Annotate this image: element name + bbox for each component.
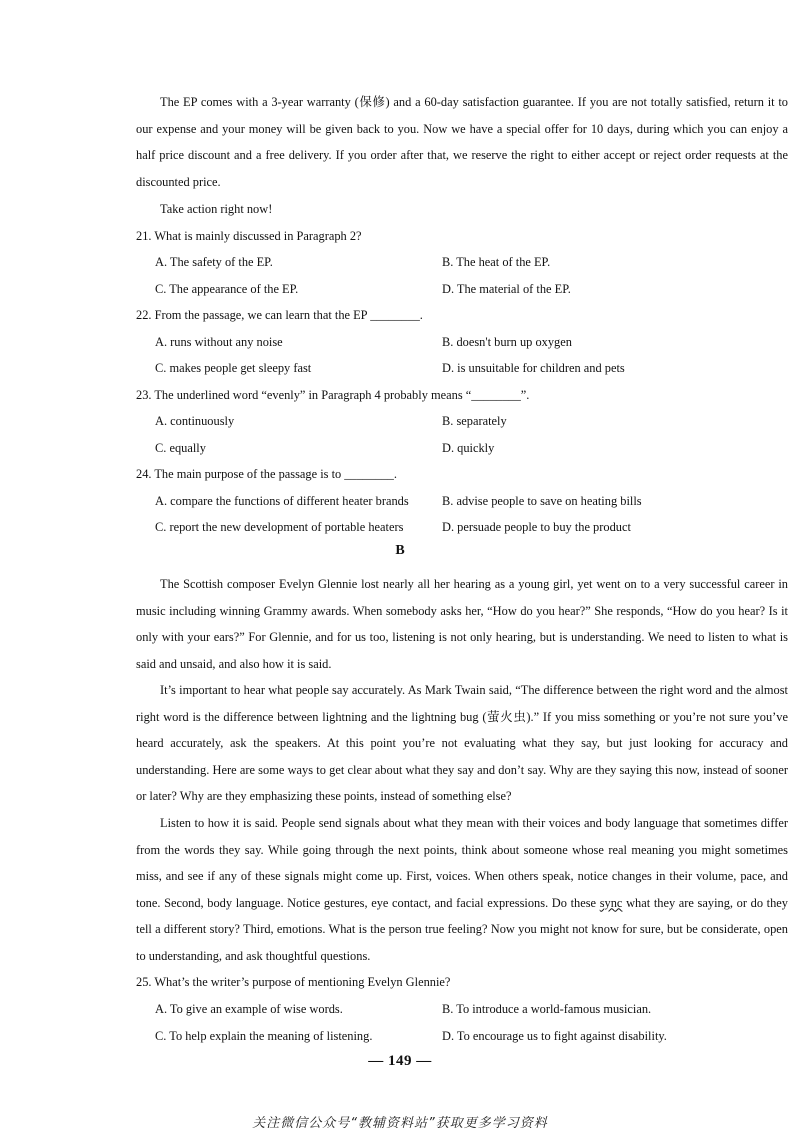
question-24-option-c: C. report the new development of portable heaters	[155, 520, 404, 534]
question-21-option-a: A. The safety of the EP.	[155, 255, 273, 269]
question-24-option-d: D. persuade people to buy the product	[442, 520, 631, 534]
question-24-stem: 24. The main purpose of the passage is to ________.	[136, 467, 397, 481]
question-22-option-a: A. runs without any noise	[155, 335, 283, 349]
passage-b-paragraph-3-text-after: what they are saying, or do they tell a different story? Third, emotions. What is the person true feeling? Now you might not know for sure, but be considerate, open to understanding, and ask thoughtful questions.	[136, 895, 788, 963]
question-21-option-b: B. The heat of the EP.	[442, 255, 551, 269]
question-25-option-b: B. To introduce a world-famous musician.	[442, 1002, 652, 1016]
passage-b-paragraph-1: The Scottish composer Evelyn Glennie lost nearly all her hearing as a young girl, yet went on to a very successful career in music including winning Grammy awards. When somebody asks her, “How do you hear?” She responds, “How do you hear? Is it only with your ears?” For Glennie, and for us too, listening is not only hearing, but is understanding. We need to listen to what is said and unsaid, and also how it is said.	[136, 577, 788, 671]
question-23-option-a: A. continuously	[155, 414, 235, 428]
footer-watermark-text: 关注微信公众号“教辅资料站”获取更多学习资料	[252, 1116, 548, 1131]
question-22-option-c: C. makes people get sleepy fast	[155, 361, 312, 375]
question-23-option-b: B. separately	[442, 414, 507, 428]
question-25-option-a: A. To give an example of wise words.	[155, 1002, 343, 1016]
page-number: — 149 —	[368, 1053, 432, 1069]
passage-b-paragraph-2: It’s important to hear what people say accurately. As Mark Twain said, “The difference between the right word and the almost right word is the difference between lightning and the lightning bug (萤火虫).” If you miss something or you’re not sure you’ve heard accurately, ask the speakers. At this point you’re not evaluating what they say, but just looking for accuracy and understanding. Here are some ways to get clear about what they say and don’t say. Why are they saying this now, instead of sooner or later? Why are they emphasizing these points, instead of something else?	[136, 683, 788, 803]
question-23-stem: 23. The underlined word “evenly” in Paragraph 4 probably means “________”.	[136, 388, 530, 402]
question-21-stem: 21. What is mainly discussed in Paragraph 2?	[136, 229, 362, 243]
question-23-option-c: C. equally	[155, 441, 206, 455]
passage-a-paragraph-warranty: The EP comes with a 3-year warranty (保修) and a 60-day satisfaction guarantee. If you are not totally satisfied, return it to our expense and your money will be given back to you. Now we have a special offer for 10 days, during which you can enjoy a half price discount and a free delivery. If you order after that, we reserve the right to either accept or reject order requests at the discounted price.	[136, 95, 788, 189]
question-23-option-d: D. quickly	[442, 441, 495, 455]
question-22-option-b: B. doesn't burn up oxygen	[442, 335, 572, 349]
question-24-option-b: B. advise people to save on heating bills	[442, 494, 642, 508]
question-25-stem: 25. What’s the writer’s purpose of mentioning Evelyn Glennie?	[136, 975, 451, 989]
underlined-word-sync: sync	[599, 895, 623, 910]
question-24-option-a: A. compare the functions of different heater brands	[155, 494, 409, 508]
passage-b-paragraph-3	[136, 810, 788, 969]
question-21-option-d: D. The material of the EP.	[442, 282, 571, 296]
passage-b-paragraph-3-text-before: Listen to how it is said. People send signals about what they mean with their voices and body language that sometimes differ from the words they say. While going through the next points, think about someone whose real meaning you might sometimes miss, and see if any of these signals might come up. First, voices. When others speak, notice changes in their volume, pace, and tone. Second, body language. Notice gestures, eye contact, and facial expressions. Do these	[136, 816, 788, 910]
question-25-option-c: C. To help explain the meaning of listening.	[155, 1029, 373, 1043]
section-b-heading: B	[395, 543, 405, 558]
question-21-option-c: C. The appearance of the EP.	[155, 282, 299, 296]
question-25-option-d: D. To encourage us to fight against disability.	[442, 1029, 667, 1043]
passage-a-paragraph-action: Take action right now!	[160, 202, 273, 216]
question-22-stem: 22. From the passage, we can learn that the EP ________.	[136, 308, 423, 322]
question-22-option-d: D. is unsuitable for children and pets	[442, 361, 625, 375]
